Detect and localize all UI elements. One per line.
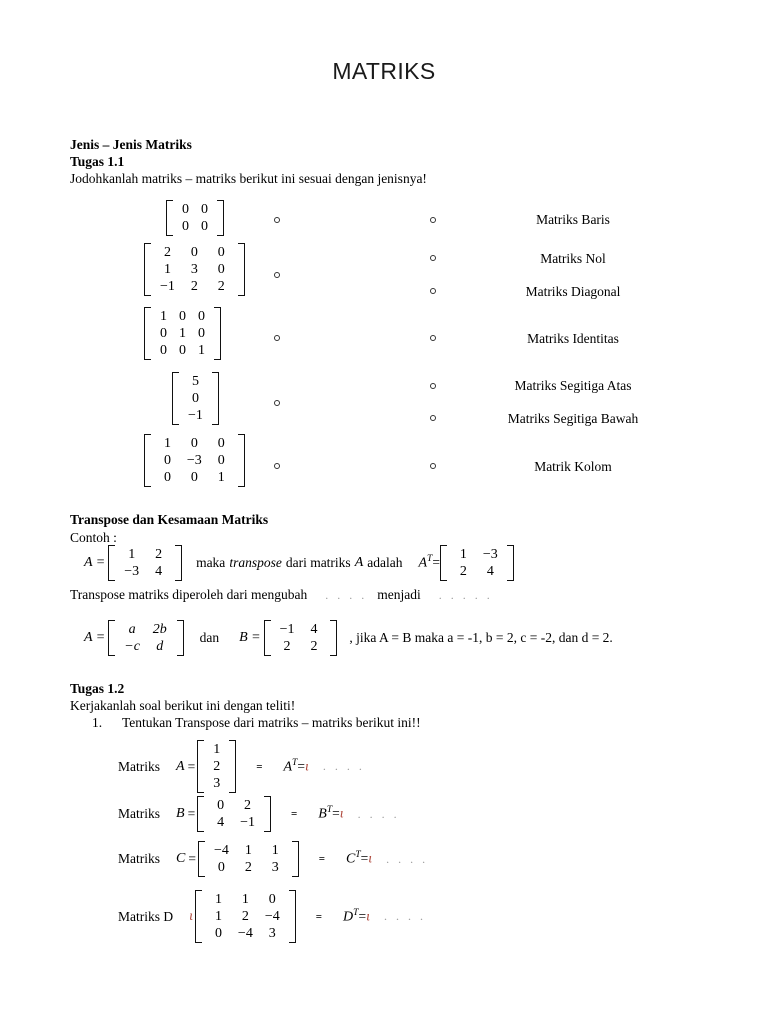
item-c-label: Matriks bbox=[118, 851, 160, 866]
section-heading-transpose: Transpose dan Kesamaan Matriks bbox=[70, 512, 269, 527]
item-d-mid-mark: = bbox=[315, 910, 322, 923]
text-transpose: transpose bbox=[229, 555, 282, 570]
cell: 0 bbox=[214, 926, 222, 941]
bracket-right bbox=[507, 545, 514, 581]
item-d-result-equals: = bbox=[358, 908, 367, 924]
page-title: MATRIKS bbox=[332, 58, 436, 84]
bracket-right bbox=[238, 434, 245, 487]
cell: 1 bbox=[459, 547, 467, 562]
cell: 2 bbox=[459, 564, 467, 579]
task2-item-text: Tentukan Transpose dari matriks – matriks berikut ini!! bbox=[122, 715, 421, 730]
rule-text-2: menjadi bbox=[377, 587, 421, 602]
cell: 2 bbox=[244, 860, 252, 875]
item-a-mid-mark: = bbox=[256, 760, 262, 773]
cell: 2b bbox=[152, 622, 167, 637]
bracket-left bbox=[144, 307, 151, 360]
cell: −c bbox=[124, 639, 140, 654]
cell: 0 bbox=[217, 453, 225, 468]
text-adalah: adalah bbox=[367, 555, 403, 570]
item-d-answer-blank[interactable]: . . . . bbox=[383, 909, 426, 923]
bracket-right bbox=[330, 620, 337, 656]
cell: 2 bbox=[155, 547, 163, 562]
cell: 0 bbox=[217, 262, 225, 277]
option-label-matriks-diagonal[interactable]: Matriks Diagonal bbox=[525, 284, 621, 299]
cell: d bbox=[156, 639, 164, 654]
bracket-right bbox=[214, 307, 221, 360]
bracket-left bbox=[144, 434, 151, 487]
bracket-left bbox=[108, 620, 115, 656]
item-d-result-glyph: ɩ bbox=[366, 909, 370, 925]
option-label-matriks-baris[interactable]: Matriks Baris bbox=[536, 212, 610, 227]
item-a-equals: = bbox=[187, 758, 196, 774]
cell: 2 bbox=[241, 909, 249, 924]
item-b-mid-mark: = bbox=[291, 808, 297, 820]
cell: 0 bbox=[182, 202, 189, 217]
cell: 1 bbox=[163, 436, 171, 451]
cell: 3 bbox=[271, 860, 279, 875]
bracket-left bbox=[144, 243, 151, 296]
equality-example-row bbox=[84, 620, 613, 656]
option-label-matriks-segitiga-atas[interactable]: Matriks Segitiga Atas bbox=[514, 378, 632, 393]
item-a-answer-blank[interactable]: . . . . bbox=[322, 759, 365, 773]
cell: 1 bbox=[179, 326, 186, 341]
item-c-matrix bbox=[198, 841, 299, 877]
bracket-right bbox=[238, 243, 245, 296]
text-dari-matriks: dari matriks bbox=[285, 555, 351, 570]
match-point-right-6[interactable] bbox=[430, 415, 436, 421]
item-a-matrix bbox=[197, 740, 236, 793]
item-c-result bbox=[346, 850, 372, 868]
task2-item-a bbox=[118, 740, 365, 793]
cell: 1 bbox=[198, 343, 205, 358]
cell: 1 bbox=[213, 742, 221, 757]
bracket-left bbox=[195, 890, 202, 943]
matrix-cells bbox=[151, 307, 214, 360]
cell: 0 bbox=[182, 219, 189, 234]
item-a-result-var: A bbox=[283, 759, 293, 775]
option-label-matrik-kolom[interactable]: Matrik Kolom bbox=[534, 459, 612, 474]
cell: 1 bbox=[128, 547, 136, 562]
cell: −4 bbox=[237, 926, 253, 941]
matrix-cells bbox=[151, 243, 238, 296]
cell: 0 bbox=[179, 343, 186, 358]
cell: −1 bbox=[188, 408, 203, 423]
item-b-result-equals: = bbox=[332, 805, 340, 821]
cell: −4 bbox=[213, 843, 229, 858]
cell: 2 bbox=[217, 279, 225, 294]
cell: a bbox=[128, 622, 136, 637]
cell: 1 bbox=[244, 843, 252, 858]
matrix-cells bbox=[202, 890, 289, 943]
cell: −3 bbox=[186, 453, 202, 468]
cell: 2 bbox=[163, 245, 171, 260]
text-dan: dan bbox=[199, 630, 220, 645]
task2-item-d bbox=[118, 890, 426, 943]
bracket-right bbox=[292, 841, 299, 877]
item-d-pre-glyph: ɩ bbox=[189, 908, 194, 924]
matrix-lower-triangular-3x3 bbox=[144, 243, 245, 296]
cell: 0 bbox=[190, 470, 198, 485]
cell: 1 bbox=[160, 309, 167, 324]
item-a-result-glyph: ɩ bbox=[304, 759, 309, 775]
match-point-right-5[interactable] bbox=[430, 383, 436, 389]
cell: 0 bbox=[217, 860, 225, 875]
cell: 2 bbox=[213, 759, 221, 774]
cell: −1 bbox=[160, 279, 175, 294]
cell: 1 bbox=[163, 262, 171, 277]
matrix-a-transpose bbox=[440, 545, 514, 581]
cell: 0 bbox=[163, 453, 171, 468]
cell: −3 bbox=[124, 564, 140, 579]
match-point-left-2[interactable] bbox=[274, 272, 280, 278]
match-point-left-1[interactable] bbox=[274, 217, 280, 223]
cell: −1 bbox=[279, 622, 295, 637]
transpose-example-row bbox=[84, 545, 514, 581]
cell: −4 bbox=[264, 909, 280, 924]
item-b-result-glyph: ɩ bbox=[339, 806, 344, 822]
match-point-right-7[interactable] bbox=[430, 463, 436, 469]
cell: 0 bbox=[201, 219, 208, 234]
cell: 0 bbox=[268, 892, 276, 907]
cell: 0 bbox=[190, 245, 198, 260]
eq-matrix-a bbox=[108, 620, 183, 656]
item-b-result-sup: T bbox=[326, 805, 333, 816]
matrix-cells bbox=[115, 545, 175, 581]
bracket-left bbox=[172, 372, 179, 425]
section-heading-jenis: Jenis – Jenis Matriks bbox=[70, 137, 192, 152]
at-expression bbox=[418, 554, 439, 572]
matrix-cells bbox=[205, 841, 292, 877]
item-a-var: A bbox=[176, 758, 185, 774]
bracket-left bbox=[197, 740, 204, 793]
instruction-1-1: Jodohkanlah matriks – matriks berikut ini sesuai dengan jenisnya! bbox=[70, 171, 427, 186]
cell: −3 bbox=[482, 547, 498, 562]
option-label-matriks-identitas[interactable]: Matriks Identitas bbox=[527, 331, 619, 346]
bracket-left bbox=[198, 841, 205, 877]
task-label-1-2: Tugas 1.2 bbox=[70, 681, 125, 696]
bracket-right bbox=[175, 545, 182, 581]
cell: 0 bbox=[198, 326, 205, 341]
matrix-cells bbox=[447, 545, 507, 581]
matrix-a bbox=[108, 545, 182, 581]
match-point-left-4[interactable] bbox=[274, 400, 280, 406]
bracket-right bbox=[217, 200, 224, 236]
cell: 0 bbox=[201, 202, 208, 217]
cell: 2 bbox=[244, 798, 252, 813]
cell: 1 bbox=[271, 843, 279, 858]
eq-matrix-a-label: A = bbox=[84, 630, 106, 645]
item-c-result-glyph: ɩ bbox=[368, 851, 373, 867]
cell: 3 bbox=[190, 262, 198, 277]
bracket-left bbox=[108, 545, 115, 581]
matrix-identity-3x3 bbox=[144, 307, 221, 360]
matrix-cells bbox=[115, 620, 176, 656]
cell: 2 bbox=[190, 279, 198, 294]
at-superscript: T bbox=[427, 554, 433, 565]
item-d-result bbox=[343, 908, 370, 926]
option-label-matriks-segitiga-bawah[interactable]: Matriks Segitiga Bawah bbox=[507, 411, 639, 426]
item-c-result-equals: = bbox=[360, 850, 369, 866]
task2-item-c bbox=[118, 841, 428, 877]
cell: 5 bbox=[191, 374, 199, 389]
item-d-label: Matriks D bbox=[118, 908, 174, 924]
matrix-cells bbox=[204, 740, 229, 793]
cell: 0 bbox=[160, 343, 167, 358]
bracket-left bbox=[264, 620, 271, 656]
bracket-right bbox=[212, 372, 219, 425]
cell: 0 bbox=[163, 470, 171, 485]
task2-item-number: 1. bbox=[92, 715, 103, 730]
cell: 0 bbox=[179, 309, 186, 324]
item-b-result bbox=[318, 805, 343, 823]
matrix-cells bbox=[271, 620, 331, 656]
cell: 3 bbox=[213, 776, 221, 791]
bracket-left bbox=[440, 545, 447, 581]
cell: 1 bbox=[214, 892, 222, 907]
item-c-mid-mark: = bbox=[318, 853, 324, 865]
matrix-a-label: A = bbox=[84, 555, 106, 570]
item-c-equals: = bbox=[188, 851, 196, 866]
cell: 0 bbox=[160, 326, 167, 341]
bracket-left bbox=[197, 796, 204, 832]
cell: 0 bbox=[217, 436, 225, 451]
at-label: A bbox=[418, 555, 428, 571]
item-a-result-equals: = bbox=[297, 758, 305, 774]
eq-matrix-b bbox=[264, 620, 338, 656]
item-c-var: C bbox=[176, 851, 186, 866]
matrix-column-3x1 bbox=[172, 372, 219, 425]
at-equals: = bbox=[432, 554, 440, 570]
task-label-1-1: Tugas 1.1 bbox=[70, 154, 125, 169]
cell: −1 bbox=[240, 815, 255, 830]
bracket-right bbox=[177, 620, 184, 656]
match-point-right-3[interactable] bbox=[430, 288, 436, 294]
cell: 1 bbox=[214, 909, 222, 924]
cell: 0 bbox=[217, 245, 225, 260]
cell: 4 bbox=[217, 815, 225, 830]
matrix-cells bbox=[151, 434, 238, 487]
cell: 4 bbox=[155, 564, 163, 579]
cell: 1 bbox=[217, 470, 225, 485]
cell: 2 bbox=[310, 639, 318, 654]
cell: 0 bbox=[190, 436, 198, 451]
text-maka: maka bbox=[196, 555, 226, 570]
match-point-left-5[interactable] bbox=[274, 463, 280, 469]
matrix-diagonal-3x3 bbox=[144, 434, 245, 487]
item-c-result-var: C bbox=[345, 851, 356, 867]
task2-item-b bbox=[118, 796, 400, 832]
item-d-result-var: D bbox=[343, 909, 354, 925]
match-point-left-3[interactable] bbox=[274, 335, 280, 341]
match-point-right-4[interactable] bbox=[430, 335, 436, 341]
cell: 3 bbox=[268, 926, 276, 941]
bracket-right bbox=[229, 740, 236, 793]
bracket-right bbox=[289, 890, 296, 943]
item-b-matrix bbox=[197, 796, 271, 832]
match-point-right-1[interactable] bbox=[430, 217, 436, 223]
item-c-answer-blank[interactable]: . . . . bbox=[386, 851, 429, 866]
cell: 1 bbox=[241, 892, 249, 907]
matrix-cells bbox=[173, 200, 217, 236]
item-a-result bbox=[283, 758, 308, 776]
rule-blank-2[interactable]: . . . . . bbox=[438, 587, 493, 602]
cell: 0 bbox=[198, 309, 205, 324]
cell: 4 bbox=[310, 622, 318, 637]
eq-matrix-b-label: B = bbox=[239, 630, 261, 645]
item-b-var: B bbox=[176, 806, 185, 821]
item-b-equals: = bbox=[187, 806, 196, 821]
cell: 4 bbox=[486, 564, 494, 579]
matrix-zero-2x2 bbox=[166, 200, 224, 236]
item-b-label: Matriks bbox=[118, 806, 160, 821]
item-a-result-sup: T bbox=[292, 757, 298, 768]
item-d-result-sup: T bbox=[353, 907, 359, 918]
matrix-cells bbox=[179, 372, 212, 425]
option-label-matriks-nol[interactable]: Matriks Nol bbox=[540, 251, 606, 266]
text-a: A bbox=[354, 555, 364, 570]
match-point-right-2[interactable] bbox=[430, 255, 436, 261]
item-d-matrix bbox=[195, 890, 296, 943]
instruction-1-2: Kerjakanlah soal berikut ini dengan teliti! bbox=[70, 698, 296, 713]
item-c-result-sup: T bbox=[355, 850, 361, 861]
bracket-left bbox=[166, 200, 173, 236]
rule-text-1: Transpose matriks diperoleh dari mengubah bbox=[70, 587, 308, 602]
example-label: Contoh : bbox=[70, 530, 117, 545]
cell: 0 bbox=[217, 798, 225, 813]
matrix-cells bbox=[204, 796, 264, 832]
cell: 2 bbox=[283, 639, 291, 654]
item-b-answer-blank[interactable]: . . . . bbox=[357, 806, 400, 821]
item-a-label: Matriks bbox=[118, 758, 160, 774]
cell: 0 bbox=[191, 391, 199, 406]
item-b-result-var: B bbox=[318, 806, 327, 822]
rule-blank-1[interactable]: . . . . bbox=[325, 587, 368, 602]
bracket-right bbox=[264, 796, 271, 832]
transpose-rule-line bbox=[70, 587, 493, 603]
eq-conclusion: , jika A = B maka a = -1, b = 2, c = -2, dan d = 2. bbox=[349, 630, 613, 645]
